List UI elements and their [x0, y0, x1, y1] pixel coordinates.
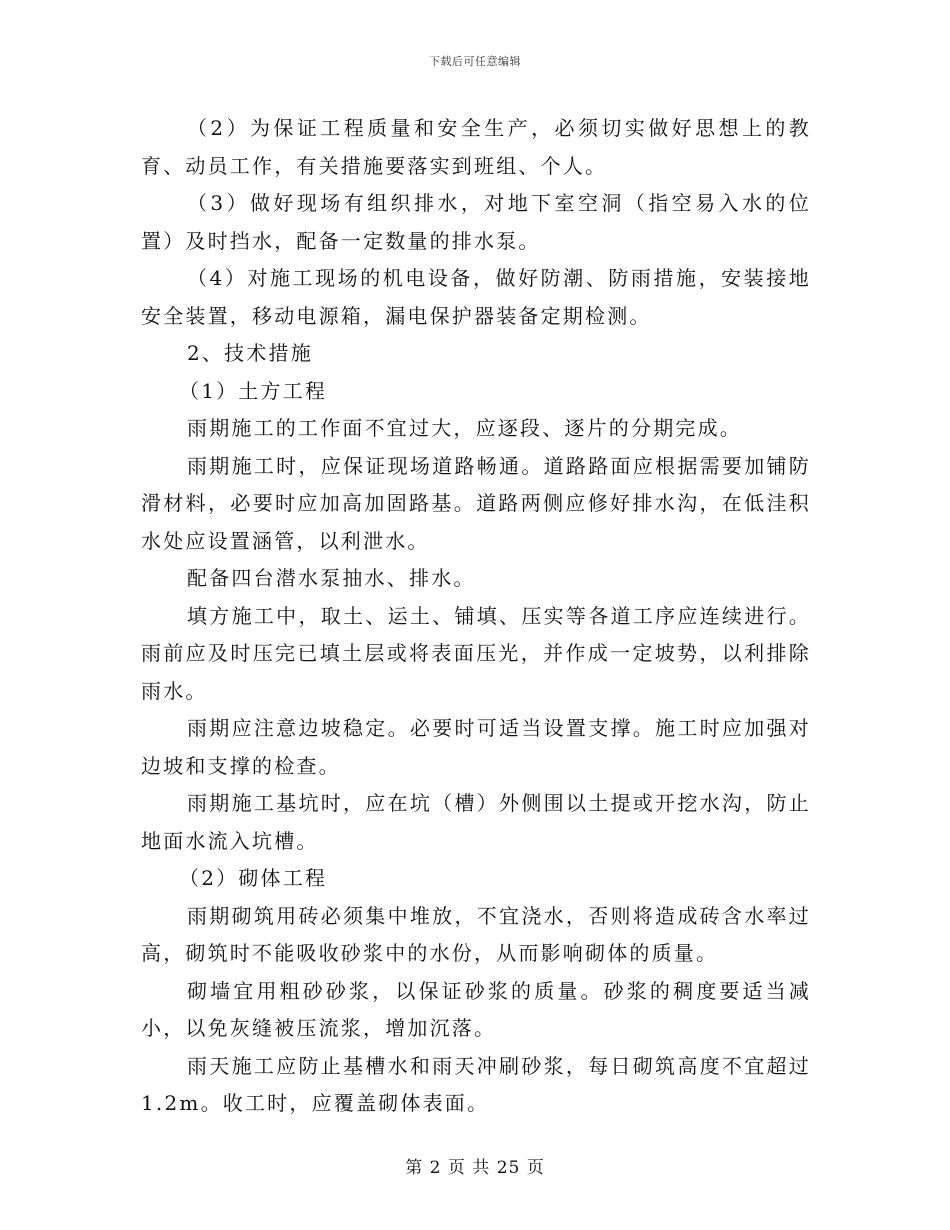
- paragraph: 2、技术措施: [187, 341, 313, 365]
- paragraph: 雨期施工基坑时，应在坑（槽）外侧围以土提或开挖水沟，防止地面水流入坑槽。: [141, 791, 811, 853]
- page-number-footer: 第 2 页 共 25 页: [405, 1158, 545, 1178]
- section-heading: （2）砌体工程: [179, 866, 328, 890]
- paragraph: 砌墙宜用粗砂砂浆，以保证砂浆的质量。砂浆的稠度要适当减小，以免灰缝被压流浆，增加沉落。: [141, 978, 811, 1040]
- section-heading: （1）土方工程: [179, 378, 328, 403]
- paragraph: 雨期砌筑用砖必须集中堆放，不宜浇水，否则将造成砖含水率过高，砌筑时不能吸收砂浆中的水份，从而影响砌体的质量。: [141, 903, 811, 965]
- paragraph: 雨期施工时，应保证现场道路畅通。道路路面应根据需要加铺防滑材料，必要时应加高加固路基。道路两侧应修好排水沟，在低洼积水处应设置涵管，以利泄水。: [141, 453, 811, 553]
- paragraph: （4）对施工现场的机电设备，做好防潮、防雨措施，安装接地安全装置，移动电源箱，漏电保护器装备定期检测。: [141, 266, 811, 328]
- paragraph: 雨天施工应防止基槽水和雨天冲刷砂浆，每日砌筑高度不宜超过1.2m。收工时，应覆盖砌体表面。: [141, 1053, 811, 1115]
- paragraph: （3）做好现场有组织排水，对地下室空洞（指空易入水的位置）及时挡水，配备一定数量的排水泵。: [141, 191, 811, 253]
- paragraph: （2）为保证工程质量和安全生产，必须切实做好思想上的教育、动员工作，有关措施要落实到班组、个人。: [141, 116, 811, 178]
- paragraph: 配备四台潜水泵抽水、排水。: [187, 566, 476, 590]
- paragraph: 填方施工中，取土、运土、铺填、压实等各道工序应连续进行。雨前应及时压完已填土层或将表面压光，并作成一定坡势，以利排除雨水。: [141, 603, 811, 703]
- paragraph: 雨期施工的工作面不宜过大，应逐段、逐片的分期完成。: [187, 416, 742, 440]
- document-body: [141, 110, 811, 1123]
- page-header: 下载后可任意编辑: [429, 55, 521, 68]
- paragraph: 雨期应注意边坡稳定。必要时可适当设置支撑。施工时应加强对边坡和支撑的检查。: [141, 716, 811, 778]
